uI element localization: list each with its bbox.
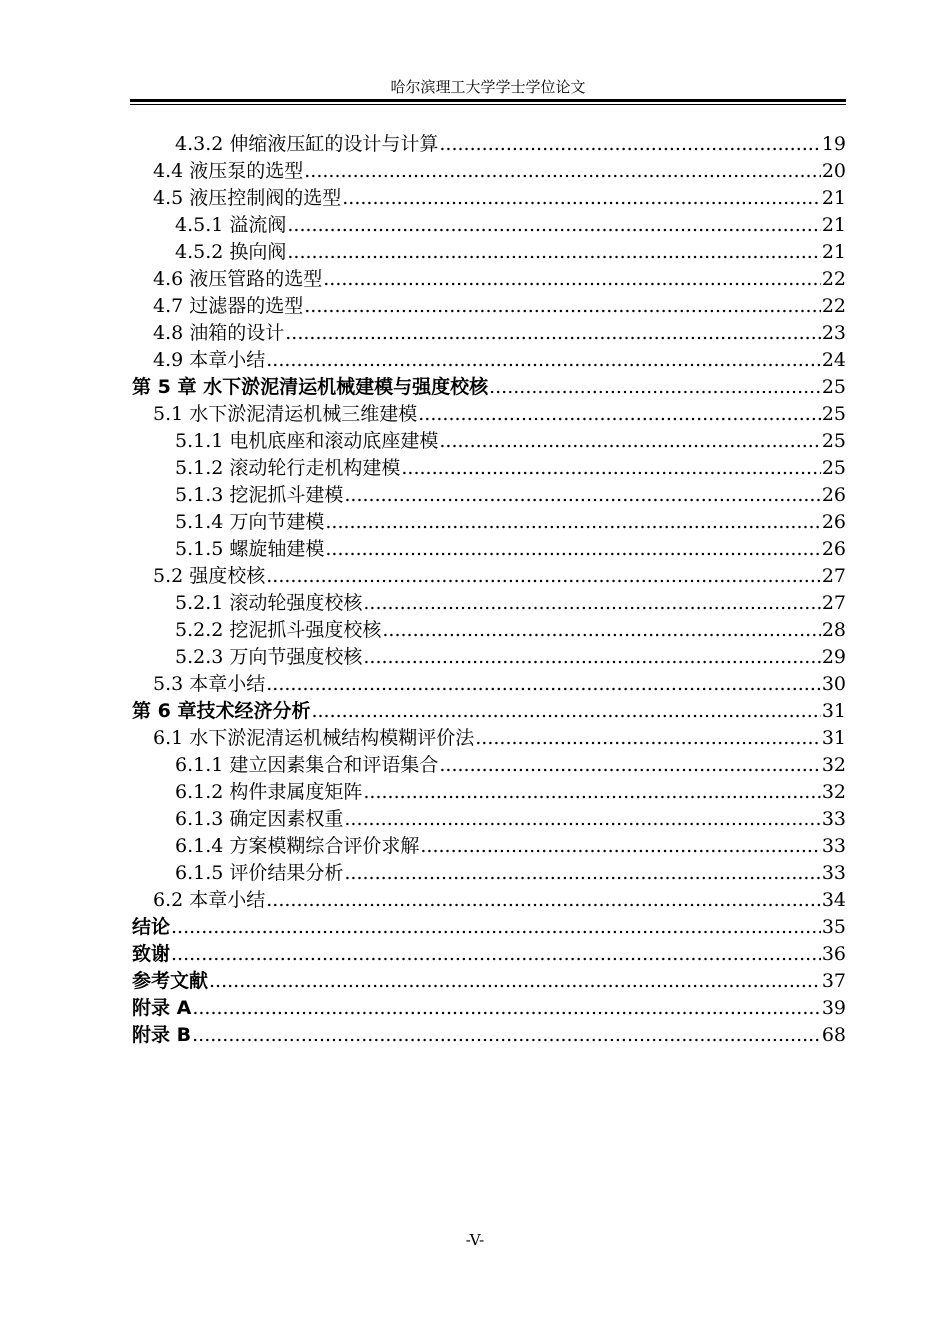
toc-dot-leader [382,617,820,644]
toc-dot-leader [323,266,821,293]
toc-entry-title: 6.1 水下淤泥清运机械结构模糊评价法 [153,727,475,749]
toc-entry[interactable] [132,455,846,482]
toc-entry-page-number: 32 [821,754,846,776]
toc-entry[interactable] [132,914,846,941]
toc-dot-leader [285,320,821,347]
toc-entry-title: 5.1.3 挖泥抓斗建模 [175,484,344,506]
toc-entry-page-number: 31 [821,700,846,722]
toc-entry-page-number: 25 [821,376,846,398]
toc-entry-title: 6.1.5 评价结果分析 [175,862,344,884]
toc-dot-leader [266,671,821,698]
toc-dot-leader [420,833,820,860]
toc-dot-leader [266,563,821,590]
toc-entry-page-number: 27 [821,565,846,587]
toc-entry-page-number: 21 [821,187,846,209]
toc-entry-page-number: 22 [821,295,846,317]
toc-entry[interactable] [132,239,846,266]
toc-entry-title: 4.5.2 换向阀 [175,241,287,263]
toc-dot-leader [439,428,820,455]
toc-entry[interactable] [132,752,846,779]
toc-entry-page-number: 19 [821,133,846,155]
toc-entry[interactable] [132,509,846,536]
toc-dot-leader [418,401,821,428]
toc-entry[interactable] [132,725,846,752]
toc-entry-page-number: 68 [821,1024,846,1046]
toc-entry[interactable] [132,320,846,347]
toc-entry-title: 5.2.2 挖泥抓斗强度校核 [175,619,382,641]
toc-entry-page-number: 26 [821,538,846,560]
toc-entry-page-number: 39 [821,997,846,1019]
toc-dot-leader [344,860,820,887]
toc-dot-leader [171,914,821,941]
toc-entry[interactable] [132,212,846,239]
toc-entry-title: 4.4 液压泵的选型 [153,160,304,182]
page-folio: -V- [465,1231,485,1249]
toc-entry-page-number: 26 [821,511,846,533]
toc-entry[interactable] [132,833,846,860]
toc-entry-title: 6.1.4 方案模糊综合评价求解 [175,835,420,857]
toc-dot-leader [304,293,821,320]
toc-entry[interactable] [132,779,846,806]
toc-entry[interactable] [132,887,846,914]
toc-entry[interactable] [132,590,846,617]
toc-entry-title: 5.2 强度校核 [153,565,266,587]
toc-dot-leader [266,347,821,374]
toc-dot-leader [342,185,821,212]
toc-entry-title: 6.2 本章小结 [153,889,266,911]
toc-entry[interactable] [132,428,846,455]
toc-entry-title: 5.1.4 万向节建模 [175,511,325,533]
toc-entry-page-number: 30 [821,673,846,695]
toc-entry-title: 5.1.5 螺旋轴建模 [175,538,325,560]
toc-dot-leader [287,239,820,266]
toc-entry-page-number: 31 [821,727,846,749]
toc-entry-title: 4.3.2 伸缩液压缸的设计与计算 [175,133,439,155]
toc-entry-title: 5.2.1 滚动轮强度校核 [175,592,363,614]
toc-entry-page-number: 32 [821,781,846,803]
toc-entry-title: 附录 A [132,997,192,1019]
toc-entry-page-number: 26 [821,484,846,506]
running-header-title: 哈尔滨理工大学学士学位论文 [390,78,586,96]
table-of-contents [132,131,846,1049]
toc-entry-page-number: 34 [821,889,846,911]
toc-dot-leader [489,374,821,401]
toc-dot-leader [171,941,821,968]
toc-entry-page-number: 33 [821,862,846,884]
toc-entry-title: 5.1.2 滚动轮行走机构建模 [175,457,401,479]
toc-entry-title: 4.7 过滤器的选型 [153,295,304,317]
toc-entry-page-number: 37 [821,970,846,992]
toc-entry[interactable] [132,698,846,725]
toc-entry-title: 6.1.1 建立因素集合和评语集合 [175,754,439,776]
toc-entry-page-number: 23 [821,322,846,344]
toc-dot-leader [304,158,821,185]
toc-entry-title: 6.1.2 构件隶属度矩阵 [175,781,363,803]
toc-entry-page-number: 33 [821,808,846,830]
toc-entry[interactable] [132,995,846,1022]
toc-entry-title: 参考文献 [132,970,209,992]
toc-entry-title: 结论 [132,916,171,938]
toc-entry[interactable] [132,617,846,644]
toc-entry-page-number: 21 [821,214,846,236]
toc-entry-title: 4.6 液压管路的选型 [153,268,323,290]
toc-entry[interactable] [132,347,846,374]
toc-entry-title: 4.5.1 溢流阀 [175,214,287,236]
toc-entry-title: 第 6 章技术经济分析 [132,700,311,722]
toc-entry-page-number: 25 [821,403,846,425]
toc-entry-page-number: 29 [821,646,846,668]
toc-entry-page-number: 24 [821,349,846,371]
toc-entry-title: 致谢 [132,943,171,965]
toc-entry[interactable] [132,131,846,158]
header-rule-thin [130,104,846,105]
toc-entry-page-number: 33 [821,835,846,857]
toc-entry-page-number: 36 [821,943,846,965]
toc-entry[interactable] [132,860,846,887]
toc-entry[interactable] [132,185,846,212]
toc-entry[interactable] [132,968,846,995]
toc-entry-title: 附录 B [132,1024,192,1046]
toc-entry-title: 6.1.3 确定因素权重 [175,808,344,830]
toc-entry-title: 5.1 水下淤泥清运机械三维建模 [153,403,418,425]
header-rule-thick [130,99,846,102]
toc-dot-leader [266,887,821,914]
toc-dot-leader [192,995,820,1022]
toc-entry[interactable] [132,563,846,590]
toc-entry-title: 5.3 本章小结 [153,673,266,695]
toc-entry[interactable] [132,644,846,671]
toc-dot-leader [363,644,820,671]
toc-entry[interactable] [132,266,846,293]
toc-dot-leader [311,698,820,725]
toc-entry[interactable] [132,401,846,428]
toc-entry-page-number: 35 [821,916,846,938]
toc-dot-leader [475,725,821,752]
toc-entry[interactable] [132,158,846,185]
toc-entry[interactable] [132,1022,846,1049]
toc-dot-leader [344,806,820,833]
toc-entry[interactable] [132,806,846,833]
toc-dot-leader [401,455,820,482]
toc-dot-leader [209,968,821,995]
toc-entry[interactable] [132,536,846,563]
toc-entry-page-number: 27 [821,592,846,614]
toc-dot-leader [325,509,820,536]
toc-dot-leader [192,1022,821,1049]
toc-entry[interactable] [132,482,846,509]
toc-entry[interactable] [132,941,846,968]
toc-dot-leader [344,482,820,509]
toc-entry[interactable] [132,374,846,401]
toc-entry-page-number: 21 [821,241,846,263]
toc-dot-leader [439,131,820,158]
toc-dot-leader [363,590,820,617]
toc-entry-title: 5.1.1 电机底座和滚动底座建模 [175,430,439,452]
toc-entry-title: 4.9 本章小结 [153,349,266,371]
toc-dot-leader [363,779,820,806]
toc-dot-leader [287,212,820,239]
toc-entry-page-number: 25 [821,430,846,452]
toc-entry-title: 4.8 油箱的设计 [153,322,285,344]
toc-entry[interactable] [132,293,846,320]
toc-dot-leader [325,536,820,563]
toc-dot-leader [439,752,820,779]
toc-entry-page-number: 20 [821,160,846,182]
toc-entry-page-number: 22 [821,268,846,290]
toc-entry[interactable] [132,671,846,698]
toc-entry-page-number: 28 [821,619,846,641]
toc-entry-title: 4.5 液压控制阀的选型 [153,187,342,209]
toc-entry-page-number: 25 [821,457,846,479]
toc-entry-title: 第 5 章 水下淤泥清运机械建模与强度校核 [132,376,489,398]
toc-entry-title: 5.2.3 万向节强度校核 [175,646,363,668]
